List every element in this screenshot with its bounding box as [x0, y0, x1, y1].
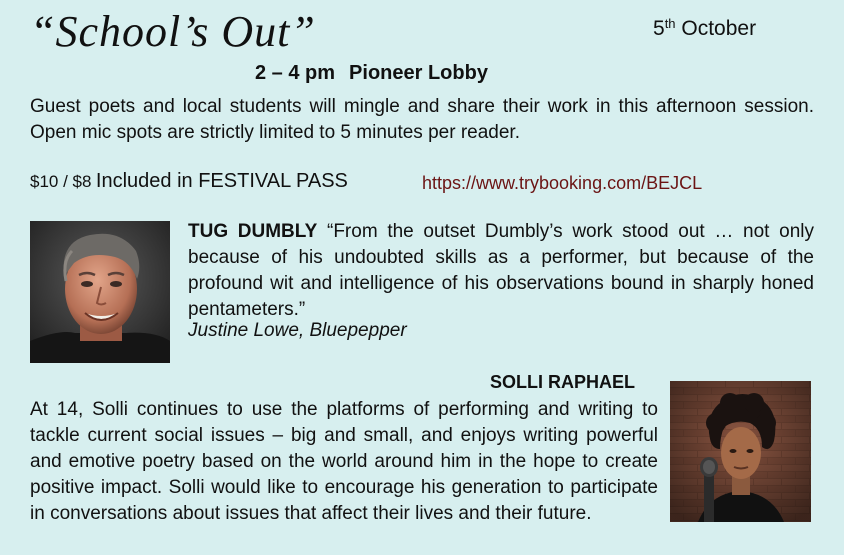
event-date [653, 16, 756, 41]
ticket-price: $10 / $8 [30, 172, 92, 191]
event-description: Guest poets and local students will mingle and share their work in this afternoon session. Open mic spots are strictly limited to 5 minutes per reader. [30, 96, 814, 143]
tug-dumbly-name: TUG DUMBLY [188, 221, 318, 242]
price-line [30, 170, 348, 193]
time-venue [255, 62, 488, 85]
event-title: “School’s Out” [30, 7, 316, 56]
date-month: October [681, 17, 757, 40]
event-time: 2 – 4 pm [255, 62, 336, 84]
tug-dumbly-photo [30, 221, 170, 363]
festival-pass-note: Included in FESTIVAL PASS [95, 170, 348, 192]
date-day: 5 [653, 17, 665, 40]
booking-link[interactable]: https://www.trybooking.com/BEJCL [422, 173, 703, 193]
tug-dumbly-quote-text: “From the outset Dumbly’s work stood out … not only because of his undoubted skills as a performer, but because of the profound wit and intelligence of his observations bound in sharply honed pentameters.” [188, 221, 814, 320]
solli-raphael-photo [670, 381, 811, 522]
quote-source: Justine Lowe, Bluepepper [188, 320, 407, 341]
date-suffix: th [664, 16, 676, 31]
solli-raphael-name: SOLLI RAPHAEL [490, 372, 636, 392]
solli-raphael-bio: At 14, Solli continues to use the platforms of performing and writing to tackle current social issues – big and small, and enjoys writing powerful and emotive poetry based on the world around him in the hope to create positive impact. Solli would like to encourage his generation to participate in conversations about issues that affect their lives and their future. [30, 399, 658, 524]
event-venue: Pioneer Lobby [349, 62, 488, 84]
tug-dumbly-quote [188, 219, 814, 323]
